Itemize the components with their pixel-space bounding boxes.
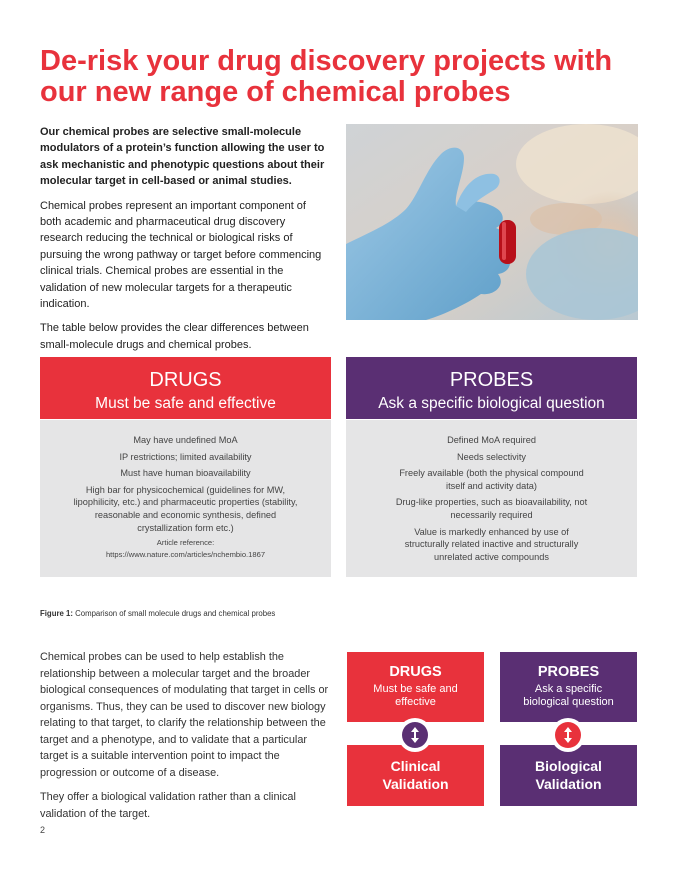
probes-item: Needs selectivity <box>457 451 526 462</box>
article-reference-url[interactable]: https://www.nature.com/articles/nchembio.1867 <box>105 549 266 559</box>
figure-caption-text: Comparison of small molecule drugs and chemical probes <box>75 609 276 618</box>
drugs-validation-bottom <box>347 745 484 806</box>
up-down-arrow-icon <box>402 722 428 748</box>
drugs-column-header <box>40 357 331 419</box>
probes-validation-top <box>500 652 637 722</box>
probes-item: Freely available (both the physical compound itself and activity data) <box>399 468 584 491</box>
intro-lead: Our chemical probes are selective small-molecule modulators of a protein’s function allowing the user to ask mechanistic and phenotypic questions about their molecular target in cell-based or animal studies. <box>40 126 325 188</box>
figure-caption-label: Figure 1: <box>40 609 73 618</box>
probes-item: Drug-like properties, such as bioavailability, not necessarily required <box>395 497 588 520</box>
probes-column-body <box>346 420 637 577</box>
page-title: De-risk your drug discovery projects with our new range of chemical probes <box>40 45 613 108</box>
intro-paragraph-1: Chemical probes represent an important component of both academic and pharmaceutical drug discovery research reducing the technical or biological risks of pursuing the wrong pathway or target before commencing clinical trials. Chemical probes are essential in the validation of new molecular targets for a therapeutic indication. <box>40 199 322 311</box>
probes-item: Defined MoA required <box>447 435 536 445</box>
probes-box-sub: Ask a specific biological question <box>523 683 614 708</box>
drugs-validation-top <box>347 652 484 722</box>
hero-photo <box>346 124 638 320</box>
probes-subheading: Ask a specific biological question <box>378 395 605 412</box>
probes-validation-bottom <box>500 745 637 806</box>
gloved-hand-capsule-image <box>346 124 638 320</box>
drugs-box-sub: Must be safe and effective <box>373 683 458 708</box>
drugs-column-body <box>40 420 331 577</box>
probes-box-heading: PROBES <box>537 664 600 680</box>
body-paragraph-1: Chemical probes can be used to help establish the relationship between a molecular target and the broader biological consequences of modulating that target in cells or organisms. Thus, they can be used to discover new biology relating to that target, to clarify the relationship between the target and a phenotype, and to validate that a particular target is a suitable intervention point to impact the progression or outcome of a disease. <box>40 651 329 779</box>
page-number: 2 <box>40 825 46 835</box>
body-paragraph-2: They offer a biological validation rather than a clinical validation of the target. <box>40 791 296 820</box>
drugs-box-heading: DRUGS <box>389 664 442 680</box>
body-section <box>40 649 332 830</box>
intro-paragraph-2: The table below provides the clear differences between small-molecule drugs and chemical probes. <box>40 322 309 351</box>
article-reference-label: Article reference: <box>156 538 215 548</box>
intro-section <box>40 124 330 361</box>
drugs-item: High bar for physicochemical (guidelines for MW, lipophilicity, etc.) and pharmaceutic properties (stability, reasonable and economic synthesis, defined crystallization form etc.) <box>73 484 298 533</box>
clinical-validation-label: Clinical Validation <box>382 758 449 792</box>
drugs-arrow-badge <box>398 718 432 752</box>
probes-item: Value is markedly enhanced by use of structurally related inactive and structurally unrelated active compounds <box>404 526 579 562</box>
drugs-item: May have undefined MoA <box>133 435 238 445</box>
probes-arrow-badge <box>551 718 585 752</box>
drugs-subheading: Must be safe and effective <box>95 395 276 412</box>
drugs-item: IP restrictions; limited availability <box>119 451 252 462</box>
biological-validation-label: Biological Validation <box>535 758 602 792</box>
drugs-item: Must have human bioavailability <box>120 468 251 479</box>
probes-column-header <box>346 357 637 419</box>
drugs-heading: DRUGS <box>149 369 222 391</box>
up-down-arrow-icon <box>555 722 581 748</box>
figure-caption <box>40 609 275 618</box>
probes-heading: PROBES <box>449 369 534 391</box>
